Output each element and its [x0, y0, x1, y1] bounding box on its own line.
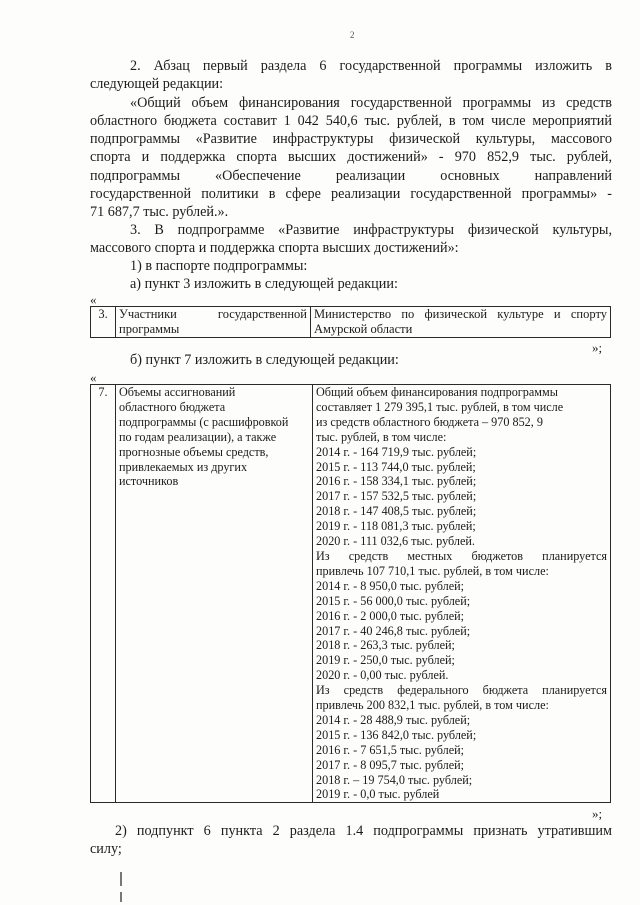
table-row	[91, 385, 611, 803]
funding-table	[90, 384, 611, 803]
text-line: подпрограммы «Обеспечение реализации основных направлений	[90, 168, 612, 184]
opening-quote: «	[90, 292, 97, 307]
text-line: а) пункт 3 изложить в следующей редакции:	[130, 276, 398, 292]
text-line: спорта и поддержка спорта высших достижений» - 970 852,9 тыс. рублей,	[90, 149, 612, 165]
row-number: 3.	[91, 307, 116, 338]
text-line: массового спорта и поддержка спорта высших достижений»:	[90, 240, 459, 256]
closing-quote: »;	[592, 340, 603, 355]
text-line: 3. В подпрограмме «Развитие инфраструктуры физической культуры,	[130, 222, 612, 238]
row-label: Объемы ассигнований областного бюджета подпрограммы (с расшифровкой по годам реализации), а также прогнозные объемы средств, привлекаемых из других источников	[116, 385, 313, 803]
text-line: силу;	[90, 841, 122, 857]
text-line: 2. Абзац первый раздела 6 государственной программы изложить в	[130, 58, 612, 74]
text-line: государственной политики в сфере реализации государственной программы» -	[90, 186, 612, 202]
page-number: 2	[350, 30, 355, 40]
text-line: областного бюджета составит 1 042 540,6 тыс. рублей, в том числе мероприятий	[90, 113, 612, 129]
participants-table	[90, 306, 611, 338]
row-label: Участники государственной программы	[116, 307, 311, 338]
table-row	[91, 307, 611, 338]
row-value: Общий объем финансирования подпрограммы составляет 1 279 395,1 тыс. рублей, в том числе из средств областного бюджета – 970 852, 9 тыс. рублей, в том числе: 2014 г. - 164 719,9 тыс. рублей; 2015 г. - 113 744,0 тыс. рублей; 2016 г. - 158 334,1 тыс. рублей; 2017 г. - 157 532,5 тыс. рублей; 2018 г. - 147 408,5 тыс. рублей; 2019 г. - 118 081,3 тыс. рублей; 2020 г. - 111 032,6 тыс. рублей. Из средств местных бюджетов планируется привлечь 107 710,1 тыс. рублей, в том числе: 2014 г. - 8 950,0 тыс. рублей; 2015 г. - 56 000,0 тыс. рублей; 2016 г. - 2 000,0 тыс. рублей; 2017 г. - 40 246,8 тыс. рублей; 2018 г. - 263,3 тыс. рублей; 2019 г. - 250,0 тыс. рублей; 2020 г. - 0,00 тыс. рублей. Из средств федерального бюджета планируется привлечь 200 832,1 тыс. рублей, в том числе: 2014 г. - 28 488,9 тыс. рублей; 2015 г. - 136 842,0 тыс. рублей; 2016 г. - 7 651,5 тыс. рублей; 2017 г. - 8 095,7 тыс. рублей; 2018 г. – 19 754,0 тыс. рублей; 2019 г. - 0,0 тыс. рублей	[313, 385, 611, 803]
text-line: 71 687,7 тыс. рублей.».	[90, 204, 229, 220]
row-value: Министерство по физической культуре и спорту Амурской области	[311, 307, 611, 338]
text-line: б) пункт 7 изложить в следующей редакции:	[130, 352, 399, 368]
scan-artifact	[120, 872, 122, 886]
closing-quote: »;	[592, 806, 603, 821]
text-line: «Общий объем финансирования государственной программы из средств	[130, 95, 612, 111]
text-line: 1) в паспорте подпрограммы:	[130, 258, 308, 274]
row-number: 7.	[91, 385, 116, 803]
text-line: подпрограммы «Развитие инфраструктуры физической культуры, массового	[90, 131, 612, 147]
opening-quote: «	[90, 370, 97, 385]
text-line: следующей редакции:	[90, 76, 224, 92]
text-line: 2) подпункт 6 пункта 2 раздела 1.4 подпрограммы признать утратившим	[115, 823, 612, 839]
scan-artifact	[120, 892, 122, 902]
